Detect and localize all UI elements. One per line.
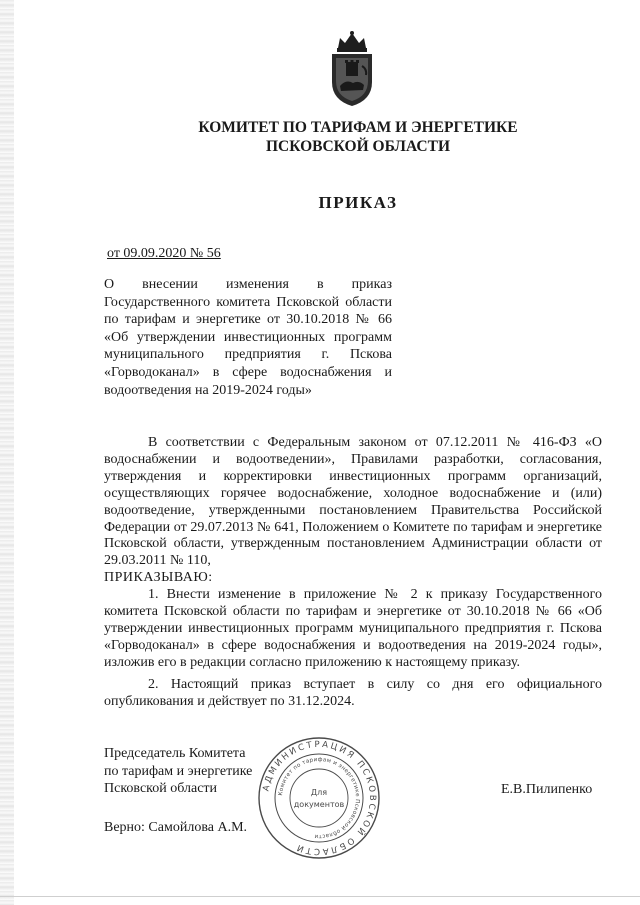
order-number: от 09.09.2020 № 56 — [107, 246, 221, 261]
order-item-2: 2. Настоящий приказ вступает в силу со дня его официального опубликования и действует по 31.12.2024. — [104, 676, 602, 709]
signature-position — [104, 745, 252, 798]
order-subject: О внесении изменения в приказ Государственного комитета Псковской области по тарифам и энергетике от 30.10.2018 № 66 «Об утверждении инвестиционных программ муниципального предприятия г. Пскова «Горводоканал» в сфере водоснабжения и водоотведения на 2019-2024 годы» — [104, 277, 392, 398]
header-line-1: КОМИТЕТ ПО ТАРИФАМ И ЭНЕРГЕТИКЕ — [198, 119, 518, 136]
committee-header — [150, 118, 566, 156]
stamp-inner-text: Комитет по тарифам и энергетике Псковской области — [278, 756, 361, 840]
stamp-center-line-1: Для — [310, 788, 328, 797]
preamble-paragraph: В соответствии с Федеральным законом от 07.12.2011 № 416-ФЗ «О водоснабжении и водоотведении», Правилами разработки, согласования, утверждения и корректировки инвестиционных программ организаций, осуществляющих горячее водоснабжение, холодное водоснабжение и (или) водоотведение, утвержденными постановлением Правительства Российской Федерации от 29.07.2013 № 641, Положением о Комитете по тарифам и энергетике Псковской области, утвержденным постановлением Администрации области от 29.03.2011 № 110, — [104, 435, 602, 569]
official-stamp — [256, 735, 382, 861]
verified-by: Верно: Самойлова А.М. — [104, 820, 248, 835]
signatory-name: Е.В.Пилипенко — [501, 782, 593, 797]
document-title: ПРИКАЗ — [318, 193, 398, 212]
coat-of-arms-icon — [326, 30, 378, 108]
signature-position-line-1: Председатель Комитета — [104, 746, 246, 761]
scan-edge — [0, 0, 14, 905]
order-word: ПРИКАЗЫВАЮ: — [104, 570, 213, 586]
scan-bottom-edge — [0, 896, 640, 897]
signature-position-line-2: по тарифам и энергетике — [104, 763, 253, 779]
order-body — [104, 435, 602, 711]
stamp-center-line-2: документов — [293, 800, 345, 809]
stamp-outer-text: АДМИНИСТРАЦИЯ ПСКОВСКОЙ ОБЛАСТИ — [261, 739, 378, 857]
signature-position-line-3: Псковской области — [104, 781, 218, 796]
header-line-2: ПСКОВСКОЙ ОБЛАСТИ — [265, 138, 450, 155]
order-item-1: 1. Внести изменение в приложение № 2 к приказу Государственного комитета Псковской области по тарифам и энергетике от 30.10.2018 № 66 «Об утверждении инвестиционных программ муниципального предприятия г. Пскова «Горводоканал» в сфере водоснабжения и водоотведения на 2019-2024 годы», изложив его в редакции согласно приложению к настоящему приказу. — [104, 587, 602, 670]
